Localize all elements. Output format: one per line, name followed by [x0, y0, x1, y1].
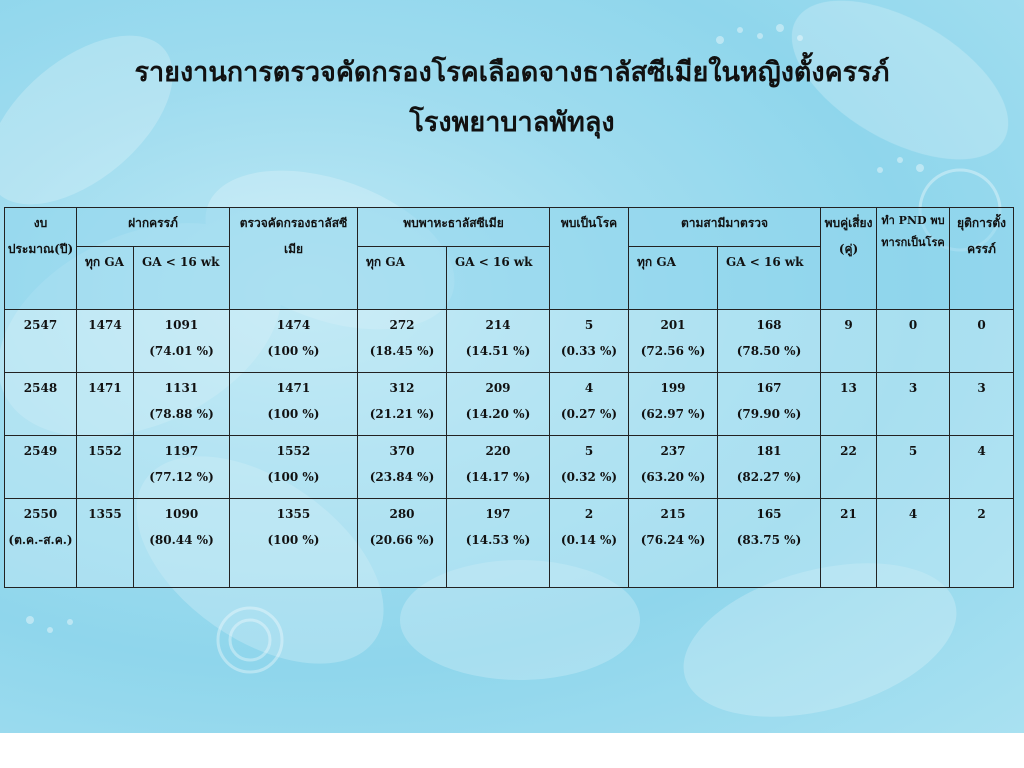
cell-disease: 5 (0.33 %) [550, 310, 629, 373]
cell-year: 2549 [5, 436, 77, 499]
cell-husband-ga16: 165 (83.75 %) [718, 499, 821, 588]
cell-carrier-all: 280 (20.66 %) [358, 499, 447, 588]
cell-carrier-ga16: 214 (14.51 %) [447, 310, 550, 373]
header-carriers: พบพาหะธาลัสซีเมีย [358, 208, 550, 247]
cell-termination: 2 [950, 499, 1014, 588]
cell-husband-all: 237 (63.20 %) [629, 436, 718, 499]
cell-carrier-all: 272 (18.45 %) [358, 310, 447, 373]
cell-husband-all: 215 (76.24 %) [629, 499, 718, 588]
subheader-anc-ga16: GA < 16 wk [134, 247, 230, 310]
cell-husband-all: 201 (72.56 %) [629, 310, 718, 373]
cell-anc-ga16: 1197 (77.12 %) [134, 436, 230, 499]
table-row [5, 436, 1014, 499]
cell-anc-all: 1355 [77, 499, 134, 588]
cell-carrier-all: 312 (21.21 %) [358, 373, 447, 436]
cell-pnd: 4 [877, 499, 950, 588]
cell-anc-ga16: 1090 (80.44 %) [134, 499, 230, 588]
table-row [5, 373, 1014, 436]
table-header-row [5, 208, 1014, 247]
subheader-carrier-ga16: GA < 16 wk [447, 247, 550, 310]
header-termination: ยุติการตั้งครรภ์ [950, 208, 1014, 310]
cell-husband-ga16: 181 (82.27 %) [718, 436, 821, 499]
thalassemia-screening-table [4, 207, 1014, 588]
subheader-anc-all-ga: ทุก GA [77, 247, 134, 310]
header-disease: พบเป็นโรค [550, 208, 629, 310]
cell-termination: 4 [950, 436, 1014, 499]
cell-screen: 1474 (100 %) [230, 310, 358, 373]
table-row [5, 499, 1014, 588]
cell-carrier-ga16: 197 (14.53 %) [447, 499, 550, 588]
cell-anc-all: 1471 [77, 373, 134, 436]
page-subtitle: โรงพยาบาลพัทลุง [409, 107, 615, 138]
subheader-husband-all-ga: ทุก GA [629, 247, 718, 310]
cell-termination: 3 [950, 373, 1014, 436]
cell-anc-ga16: 1131 (78.88 %) [134, 373, 230, 436]
cell-anc-all: 1474 [77, 310, 134, 373]
header-anc: ฝากครรภ์ [77, 208, 230, 247]
header-risk-couple: พบคู่เสี่ยง (คู่) [821, 208, 877, 310]
subheader-carrier-all-ga: ทุก GA [358, 247, 447, 310]
cell-husband-all: 199 (62.97 %) [629, 373, 718, 436]
cell-disease: 4 (0.27 %) [550, 373, 629, 436]
cell-pnd: 0 [877, 310, 950, 373]
cell-carrier-ga16: 209 (14.20 %) [447, 373, 550, 436]
cell-pnd: 5 [877, 436, 950, 499]
cell-termination: 0 [950, 310, 1014, 373]
cell-year: 2550 (ต.ค.-ส.ค.) [5, 499, 77, 588]
header-screening: ตรวจคัดกรองธาลัสซีเมีย [230, 208, 358, 310]
cell-screen: 1552 (100 %) [230, 436, 358, 499]
cell-year: 2548 [5, 373, 77, 436]
cell-risk: 13 [821, 373, 877, 436]
cell-carrier-ga16: 220 (14.17 %) [447, 436, 550, 499]
cell-anc-ga16: 1091 (74.01 %) [134, 310, 230, 373]
cell-anc-all: 1552 [77, 436, 134, 499]
header-husband: ตามสามีมาตรวจ [629, 208, 821, 247]
cell-year: 2547 [5, 310, 77, 373]
cell-carrier-all: 370 (23.84 %) [358, 436, 447, 499]
cell-risk: 21 [821, 499, 877, 588]
subheader-husband-ga16: GA < 16 wk [718, 247, 821, 310]
cell-risk: 22 [821, 436, 877, 499]
cell-screen: 1471 (100 %) [230, 373, 358, 436]
page-title: รายงานการตรวจคัดกรองโรคเลือดจางธาลัสซีเมียในหญิงตั้งครรภ์ [134, 57, 890, 88]
table-row [5, 310, 1014, 373]
cell-screen: 1355 (100 %) [230, 499, 358, 588]
cell-disease: 5 (0.32 %) [550, 436, 629, 499]
cell-disease: 2 (0.14 %) [550, 499, 629, 588]
header-budget-year: งบประมาณ(ปี) [5, 208, 77, 310]
header-pnd: ทำ PND พบทารกเป็นโรค [877, 208, 950, 310]
cell-husband-ga16: 168 (78.50 %) [718, 310, 821, 373]
cell-risk: 9 [821, 310, 877, 373]
cell-husband-ga16: 167 (79.90 %) [718, 373, 821, 436]
cell-pnd: 3 [877, 373, 950, 436]
